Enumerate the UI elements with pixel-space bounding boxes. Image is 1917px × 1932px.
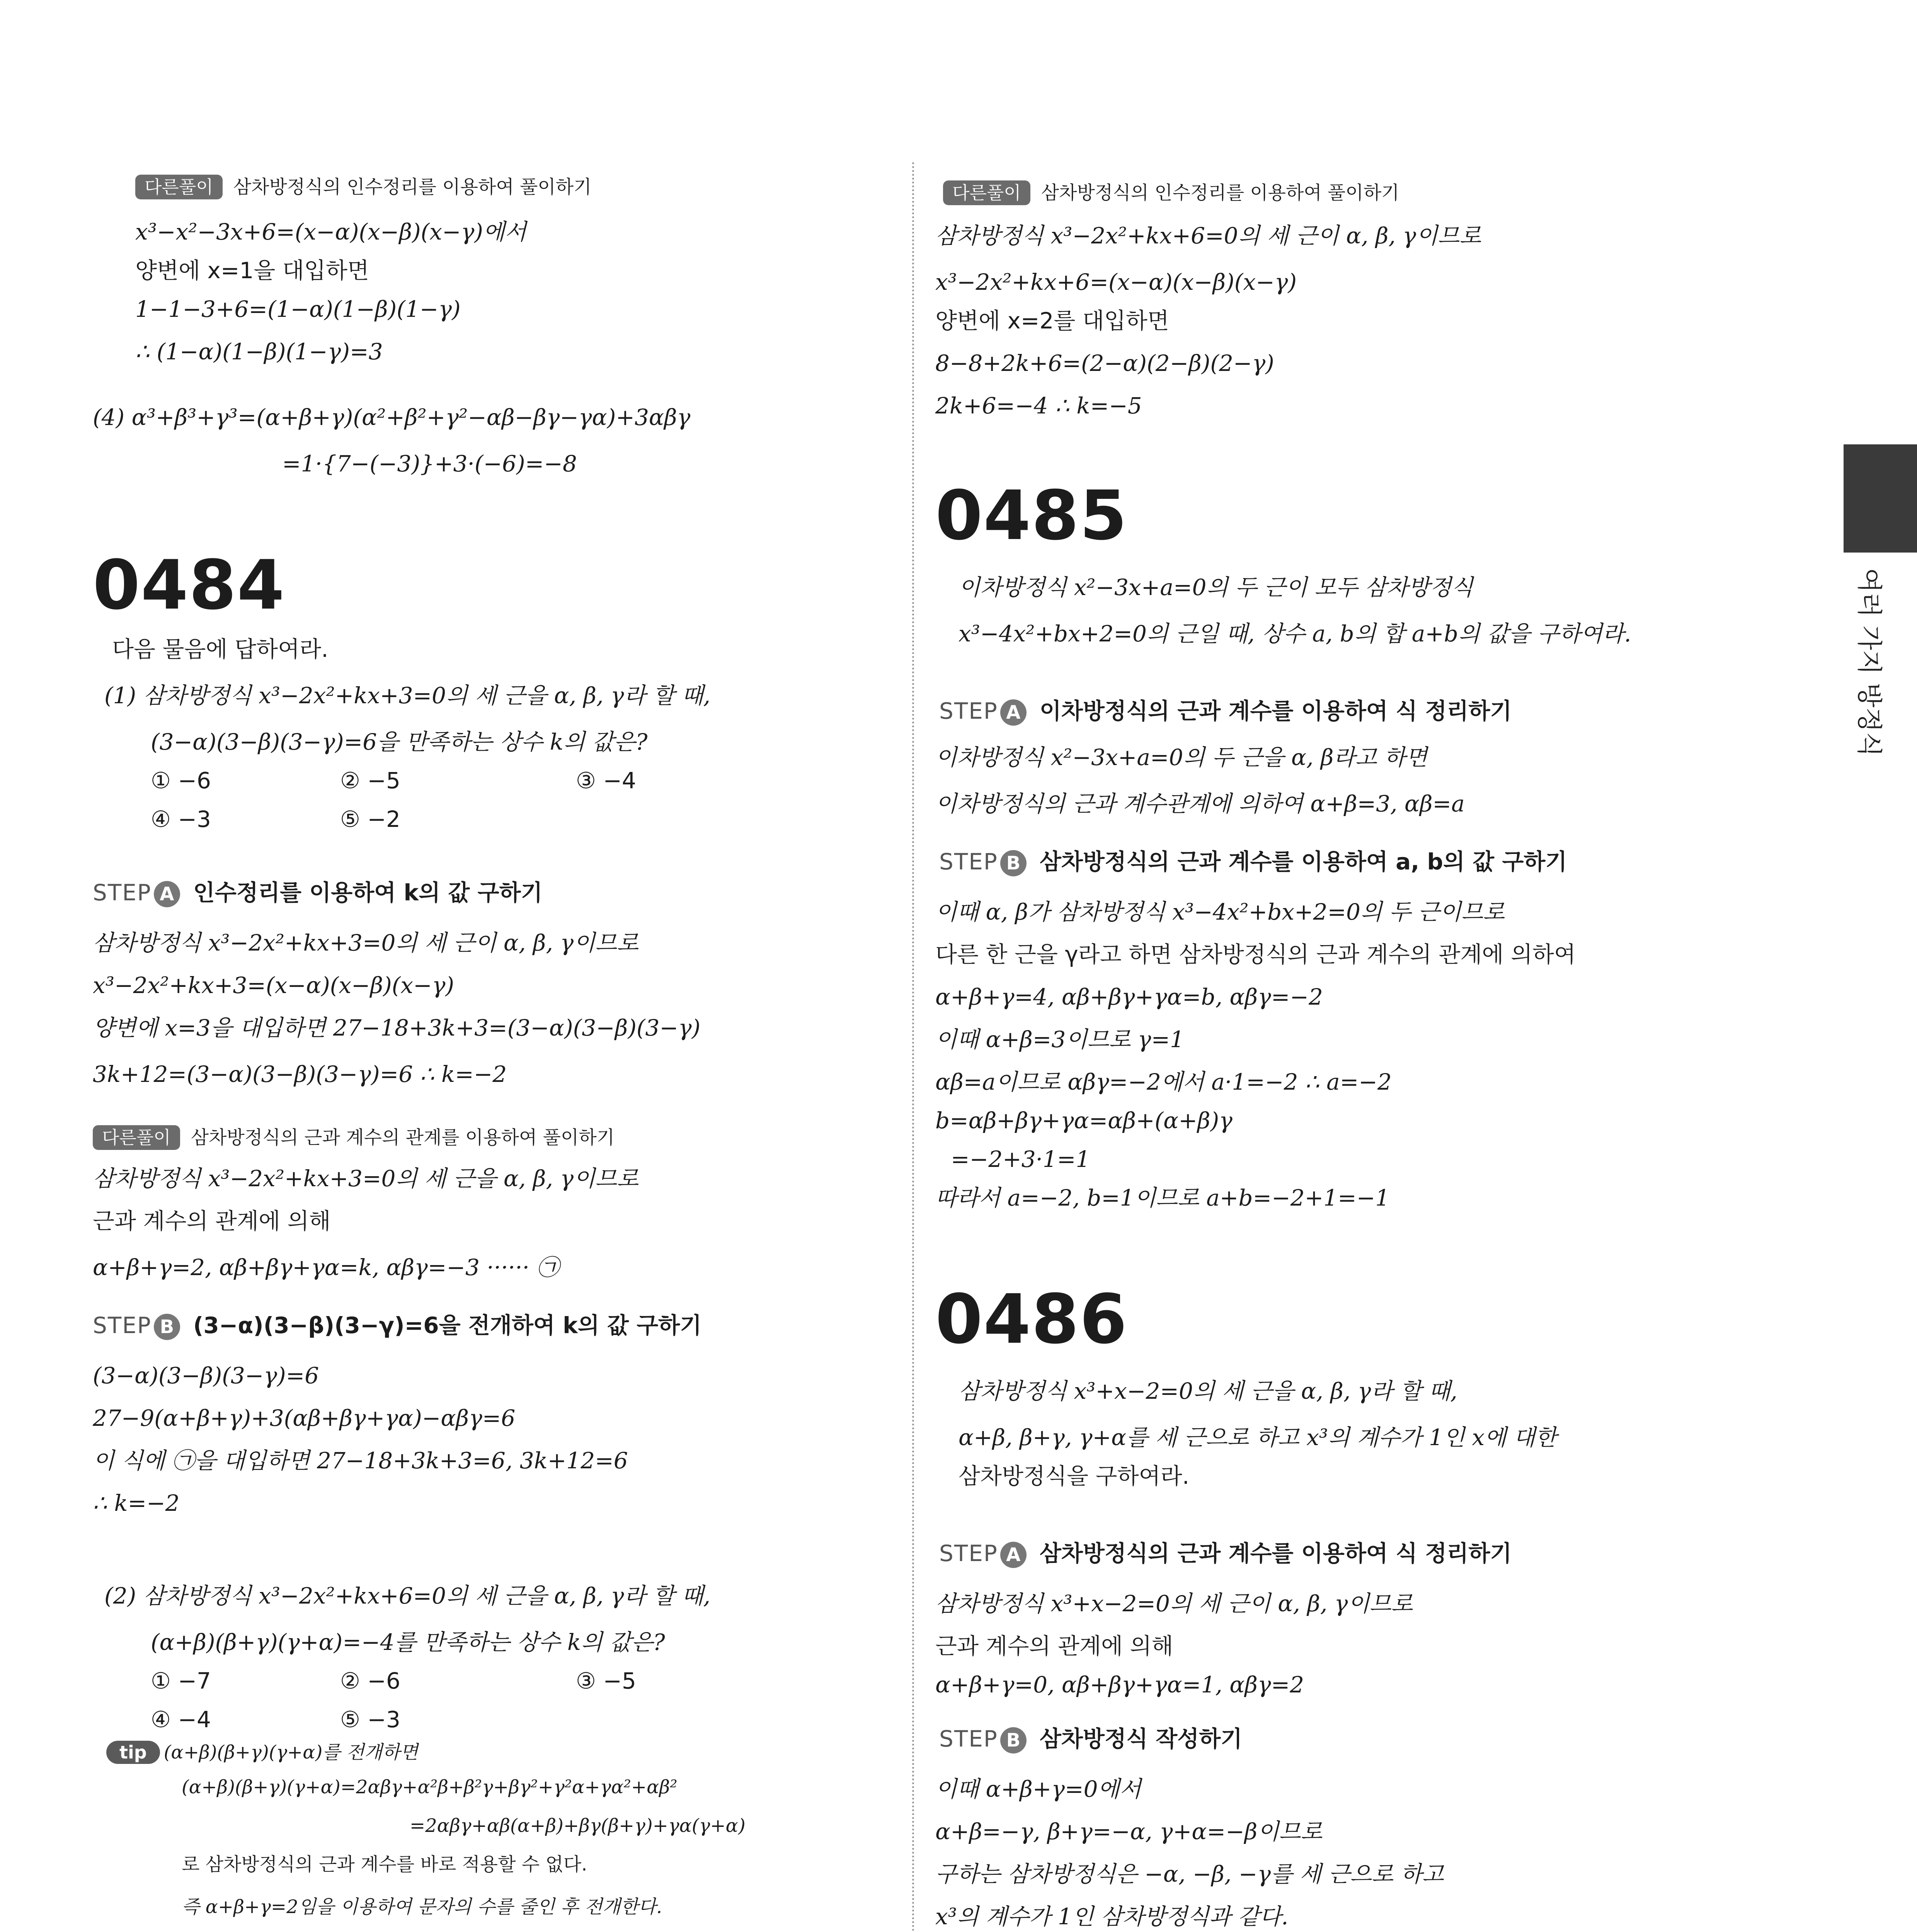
solution-line: 다른 한 근을 γ라고 하면 삼차방정식의 근과 계수의 관계에 의하여 (935, 941, 1576, 968)
choice: ④ −4 (151, 1706, 211, 1733)
solution-line: 구하는 삼차방정식은 −α, −β, −γ를 세 근으로 하고 (935, 1861, 1444, 1887)
problem-line: x³−4x²+bx+2=0의 근일 때, 상수 a, b의 합 a+b의 값을 구하여라. (958, 621, 1631, 647)
step-label: STEP (939, 1726, 998, 1752)
step-b-header (93, 1310, 701, 1341)
alt-solution-badge: 다른풀이 (93, 1125, 180, 1150)
step-a-header (939, 1538, 1512, 1569)
tip-line: 로 삼차방정식의 근과 계수를 바로 적용할 수 없다. (182, 1854, 587, 1875)
step-b-header (939, 1723, 1242, 1754)
solution-line: 8−8+2k+6=(2−α)(2−β)(2−γ) (935, 350, 1274, 376)
question-line: (3−α)(3−β)(3−γ)=6을 만족하는 상수 k의 값은? (151, 729, 648, 755)
solution-line: α+β+γ=0, αβ+βγ+γα=1, αβγ=2 (935, 1672, 1304, 1698)
solution-line: 양변에 x=1을 대입하면 (135, 257, 369, 284)
alt-solution-heading: 삼차방정식의 인수정리를 이용하여 풀이하기 (233, 176, 592, 198)
step-label: STEP (939, 1540, 998, 1566)
alt-solution-header (93, 1121, 615, 1151)
problem-number-0486: 0486 (935, 1280, 1128, 1359)
solution-line: (3−α)(3−β)(3−γ)=6 (93, 1362, 319, 1389)
choice: ⑤ −3 (340, 1706, 400, 1733)
choice: ① −6 (151, 767, 211, 794)
choice: ③ −5 (576, 1668, 636, 1694)
choice: ① −7 (151, 1668, 211, 1694)
solution-line: 이차방정식 x²−3x+a=0의 두 근을 α, β라고 하면 (935, 744, 1427, 770)
solution-line: =−2+3·1=1 (951, 1146, 1090, 1172)
step-a-header (939, 696, 1512, 726)
choice: ⑤ −2 (340, 806, 400, 832)
problem-number-0485: 0485 (935, 476, 1128, 555)
step-title: 이차방정식의 근과 계수를 이용하여 식 정리하기 (1039, 698, 1512, 724)
step-label: STEP (93, 1312, 152, 1338)
solution-line: x³−x²−3x+6=(x−α)(x−β)(x−γ)에서 (135, 219, 526, 245)
problem-prompt: 다음 물음에 답하여라. (112, 636, 329, 662)
step-mark: A (1000, 1542, 1027, 1568)
tip-line: (α+β)(β+γ)(γ+α)를 전개하면 (163, 1742, 418, 1763)
choice: ② −5 (340, 767, 400, 794)
solution-line: 이때 α+β+γ=0에서 (935, 1776, 1141, 1802)
solution-line: 근과 계수의 관계에 의해 (935, 1633, 1173, 1659)
problem-number-0484: 0484 (93, 546, 285, 625)
solution-line: 이 식에 ㉠을 대입하면 27−18+3k+3=6, 3k+12=6 (93, 1447, 628, 1474)
step-mark: A (154, 881, 180, 907)
solution-line: 이때 α+β=3이므로 γ=1 (935, 1026, 1184, 1053)
solution-line: 따라서 a=−2, b=1이므로 a+b=−2+1=−1 (935, 1185, 1390, 1211)
solution-line: 삼차방정식 x³−2x²+kx+3=0의 세 근이 α, β, γ이므로 (93, 930, 639, 956)
step-a-header (93, 877, 543, 908)
solution-line: 3k+12=(3−α)(3−β)(3−γ)=6 ∴ k=−2 (93, 1061, 507, 1087)
step-label: STEP (939, 849, 998, 875)
step-title: 인수정리를 이용하여 k의 값 구하기 (193, 879, 543, 906)
step-b-header (939, 846, 1567, 877)
solution-line: 삼차방정식 x³−2x²+kx+6=0의 세 근이 α, β, γ이므로 (935, 223, 1481, 249)
solution-line: x³의 계수가 1인 삼차방정식과 같다. (935, 1903, 1289, 1930)
solution-line: 이때 α, β가 삼차방정식 x³−4x²+bx+2=0의 두 근이므로 (935, 899, 1505, 925)
solution-line: 근과 계수의 관계에 의해 (93, 1208, 331, 1234)
alt-solution-header (943, 176, 1399, 207)
alt-solution-badge: 다른풀이 (135, 175, 223, 199)
chapter-title: 여러 가지 방정식 (1854, 568, 1884, 757)
solution-line: 삼차방정식 x³+x−2=0의 세 근이 α, β, γ이므로 (935, 1590, 1413, 1617)
question-line: (α+β)(β+γ)(γ+α)=−4를 만족하는 상수 k의 값은? (151, 1629, 665, 1655)
choice: ③ −4 (576, 767, 636, 794)
choice: ④ −3 (151, 806, 211, 832)
solution-line: x³−2x²+kx+6=(x−α)(x−β)(x−γ) (935, 269, 1297, 295)
problem-line: 삼차방정식 x³+x−2=0의 세 근을 α, β, γ라 할 때, (958, 1378, 1457, 1404)
step-title: 삼차방정식의 근과 계수를 이용하여 a, b의 값 구하기 (1039, 849, 1567, 875)
solution-line: 삼차방정식 x³−2x²+kx+3=0의 세 근을 α, β, γ이므로 (93, 1165, 639, 1192)
tip-line: (α+β)(β+γ)(γ+α)=2αβγ+α²β+β²γ+βγ²+γ²α+γα²+αβ² (182, 1776, 678, 1798)
tip-line: =2αβγ+αβ(α+β)+βγ(β+γ)+γα(γ+α) (410, 1815, 746, 1837)
column-divider (912, 162, 914, 1932)
choice: ② −6 (340, 1668, 400, 1694)
step-title: (3−α)(3−β)(3−γ)=6을 전개하여 k의 값 구하기 (193, 1312, 702, 1338)
solution-line: α+β=−γ, β+γ=−α, γ+α=−β이므로 (935, 1818, 1323, 1845)
alt-solution-header (135, 170, 592, 201)
solution-line: 양변에 x=2를 대입하면 (935, 308, 1169, 334)
solution-line: α+β+γ=2, αβ+βγ+γα=k, αβγ=−3 ······ ㉠ (93, 1254, 559, 1281)
alt-solution-heading: 삼차방정식의 인수정리를 이용하여 풀이하기 (1041, 182, 1399, 204)
question-line: (2) 삼차방정식 x³−2x²+kx+6=0의 세 근을 α, β, γ라 할 때, (104, 1583, 710, 1609)
problem-line: 삼차방정식을 구하여라. (958, 1463, 1190, 1489)
step-mark: B (1000, 850, 1027, 876)
solution-line: ∴ k=−2 (93, 1490, 180, 1516)
solution-line: 이차방정식의 근과 계수관계에 의하여 α+β=3, αβ=a (935, 791, 1465, 817)
step-label: STEP (939, 698, 998, 724)
solution-line: ∴ (1−α)(1−β)(1−γ)=3 (135, 338, 383, 365)
alt-solution-heading: 삼차방정식의 근과 계수의 관계를 이용하여 풀이하기 (191, 1127, 615, 1148)
part4-line: =1·{7−(−3)}+3·(−6)=−8 (282, 451, 577, 477)
step-mark: B (1000, 1727, 1027, 1753)
solution-line: 양변에 x=3을 대입하면 27−18+3k+3=(3−α)(3−β)(3−γ) (93, 1015, 701, 1041)
tip-header (106, 1739, 418, 1766)
chapter-tab (1844, 444, 1917, 553)
question-line: (1) 삼차방정식 x³−2x²+kx+3=0의 세 근을 α, β, γ라 할 때, (104, 682, 710, 709)
part4-line: (4) α³+β³+γ³=(α+β+γ)(α²+β²+γ²−αβ−βγ−γα)+3αβγ (93, 404, 691, 430)
solution-line: α+β+γ=4, αβ+βγ+γα=b, αβγ=−2 (935, 984, 1323, 1010)
solution-line: x³−2x²+kx+3=(x−α)(x−β)(x−γ) (93, 972, 455, 998)
step-label: STEP (93, 879, 152, 906)
step-mark: A (1000, 699, 1027, 726)
tip-line: 즉 α+β+γ=2임을 이용하여 문자의 수를 줄인 후 전개한다. (182, 1896, 662, 1918)
chapter-number: 04 (1802, 456, 1851, 515)
solution-line: 27−9(α+β+γ)+3(αβ+βγ+γα)−αβγ=6 (93, 1405, 516, 1431)
solution-line: 1−1−3+6=(1−α)(1−β)(1−γ) (135, 296, 461, 322)
step-title: 삼차방정식의 근과 계수를 이용하여 식 정리하기 (1039, 1540, 1512, 1566)
problem-line: 이차방정식 x²−3x+a=0의 두 근이 모두 삼차방정식 (958, 574, 1473, 600)
solution-line: 2k+6=−4 ∴ k=−5 (935, 393, 1142, 419)
step-mark: B (154, 1314, 180, 1340)
solution-line: b=αβ+βγ+γα=αβ+(α+β)γ (935, 1107, 1233, 1134)
tip-badge: tip (106, 1741, 160, 1764)
solution-line: αβ=a이므로 αβγ=−2에서 a·1=−2 ∴ a=−2 (935, 1069, 1392, 1095)
problem-line: α+β, β+γ, γ+α를 세 근으로 하고 x³의 계수가 1인 x에 대한 (958, 1424, 1557, 1451)
step-title: 삼차방정식 작성하기 (1039, 1726, 1243, 1752)
alt-solution-badge: 다른풀이 (943, 180, 1030, 205)
